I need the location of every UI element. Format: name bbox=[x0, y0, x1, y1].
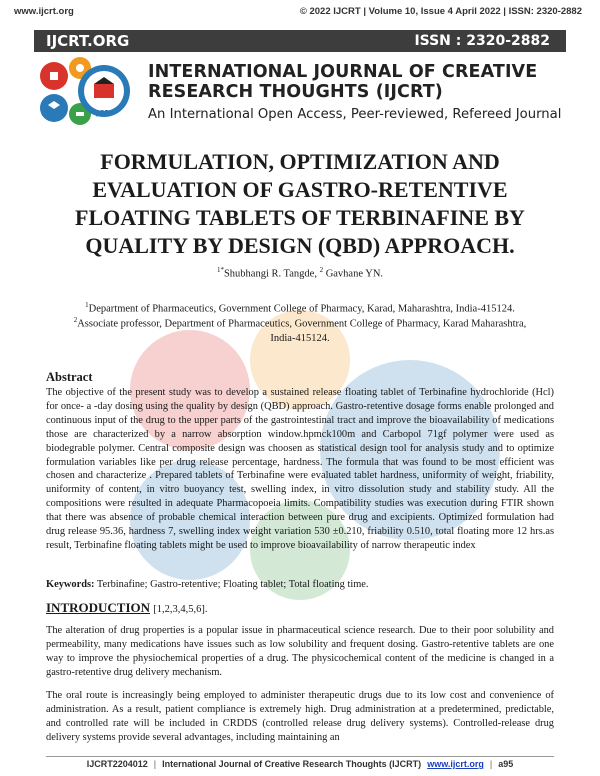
page-footer bbox=[46, 759, 554, 773]
journal-title-line2: RESEARCH THOUGHTS (IJCRT) bbox=[148, 82, 443, 102]
top-header bbox=[0, 0, 600, 22]
intro-paragraph-2: The oral route is increasingly being employed to administer therapeutic drugs due to its low cost and convenience of administration. As a result, patient compliance is extremely high. Drug administration at a predetermined, predictable, and controlled rate will be included in CRDDS (controlled release drug delivery systems). Controlled-release drug delivery systems provide several advantages, including maintaining an bbox=[46, 690, 554, 743]
journal-title bbox=[148, 62, 568, 102]
affil1-text: Department of Pharmaceutics, Government College of Pharmacy, Karad, Maharashtra, India-415124. bbox=[88, 303, 515, 315]
keywords-label: Keywords: bbox=[46, 579, 95, 590]
footer-journal: International Journal of Creative Research Thoughts (IJCRT) bbox=[162, 759, 422, 769]
intro-heading-text: INTRODUCTION bbox=[46, 600, 151, 615]
footer-rule bbox=[46, 756, 554, 757]
paper-title-line4: QUALITY BY DESIGN (QBD) APPROACH. bbox=[85, 233, 515, 258]
author2: Gavhane YN. bbox=[325, 268, 384, 280]
footer-sep-2: | bbox=[489, 759, 493, 769]
journal-banner bbox=[34, 30, 566, 52]
ijcrt-logo bbox=[34, 56, 142, 132]
paper-title bbox=[40, 148, 560, 260]
abstract-body: The objective of the present study was to develop a sustained release floating tablet of Terbinafine hydrochloride (Hcl) for once- a -day dosing using the quality by design (QBD) approach. Gastro-retentive dosage forms enable prolonged and continuous input of the drug to the upper parts of the gastrointestinal tract and improve the bioavailability of medications those are characterized by a narrow absorption window.hpmck100m and Carbopol 71gf polymer were used as biodegrable polymer. Central composite design was choosen as statistical design tool for analysis study and to optimize formulation variables like per drug release percentage, hardness. The formula that was found to be most efficient was chosen and characterize . Prepared tablets of Terbinafine were evaluated tablet hardness, uniformity of weight, friability, uniformity of content, in vitro buoyancy test, swelling index, in vitro dissolution study and stability study. All the compositions were resulted in adequate Pharmacopoeia limits. Compatibility studies was execution during FTIR shown that there was absence of probable chemical interaction between pure drug and excipients. Optimized formulation had drug release 95.36, hardness 7, swelling index weight variation 530 ±0.210, friability 0.510, total floating more 12 hrs.as result, Terbinafine floating tablets might be used to improve bioavailability of narrow therapeutic index bbox=[46, 387, 554, 551]
paper-title-line3: FLOATING TABLETS OF TERBINAFINE BY bbox=[75, 205, 525, 230]
author-line: $^{1*}$Shubhangi R. Tangde, $^2$ Gavhane YN. bbox=[216, 266, 384, 280]
author2-sup: 2 bbox=[319, 266, 324, 274]
logo-text: IJCRT bbox=[93, 109, 115, 117]
footer-sep-1: | bbox=[153, 759, 157, 769]
affil2-sup: 2 bbox=[73, 316, 78, 324]
journal-subtitle: An International Open Access, Peer-reviewed, Refereed Journal bbox=[148, 107, 562, 122]
header-issue-info: © 2022 IJCRT | Volume 10, Issue 4 April 2022 | ISSN: 2320-2882 bbox=[299, 5, 582, 17]
header-site[interactable]: www.ijcrt.org bbox=[14, 5, 74, 17]
keywords-line bbox=[46, 578, 554, 592]
abstract-heading: Abstract bbox=[46, 370, 93, 384]
banner-left: IJCRT.ORG bbox=[46, 32, 130, 50]
footer-page: a95 bbox=[498, 759, 514, 769]
paper-title-line2: EVALUATION OF GASTRO-RETENTIVE bbox=[92, 177, 508, 202]
author1-sup: 1* bbox=[216, 266, 224, 274]
paper-title-line1: FORMULATION, OPTIMIZATION AND bbox=[100, 149, 500, 174]
footer-code: IJCRT2204012 bbox=[86, 759, 148, 769]
keywords-text: Terbinafine; Gastro-retentive; Floating tablet; Total floating time. bbox=[96, 579, 369, 590]
intro-refs: [1,2,3,4,5,6]. bbox=[153, 604, 208, 615]
author1: Shubhangi R. Tangde bbox=[223, 268, 315, 280]
affil1-sup: 1 bbox=[85, 301, 89, 309]
banner-issn: ISSN : 2320-2882 bbox=[414, 33, 550, 49]
journal-title-line1: INTERNATIONAL JOURNAL OF CREATIVE bbox=[148, 62, 538, 82]
footer-site-link[interactable]: www.ijcrt.org bbox=[427, 759, 484, 769]
affil2-line1: Associate professor, Department of Pharmaceutics, Government College of Pharmacy, Karad Maharashtra, bbox=[77, 318, 527, 330]
intro-heading bbox=[46, 600, 208, 618]
affil2-line2: India-415124. bbox=[270, 332, 330, 344]
affiliation-2 bbox=[40, 313, 560, 346]
intro-paragraph-1: The alteration of drug properties is a popular issue in pharmaceutical science research. Due to their poor solubility and permeability, many medications have issues such as low solubility and frequent dosing. Gastro-retentive tablets are one way to improve the physiochemical properties of a drug. The physicochemical content of the medicine is changed in a gastro-retentive drug delivery mechanism. bbox=[46, 625, 554, 678]
